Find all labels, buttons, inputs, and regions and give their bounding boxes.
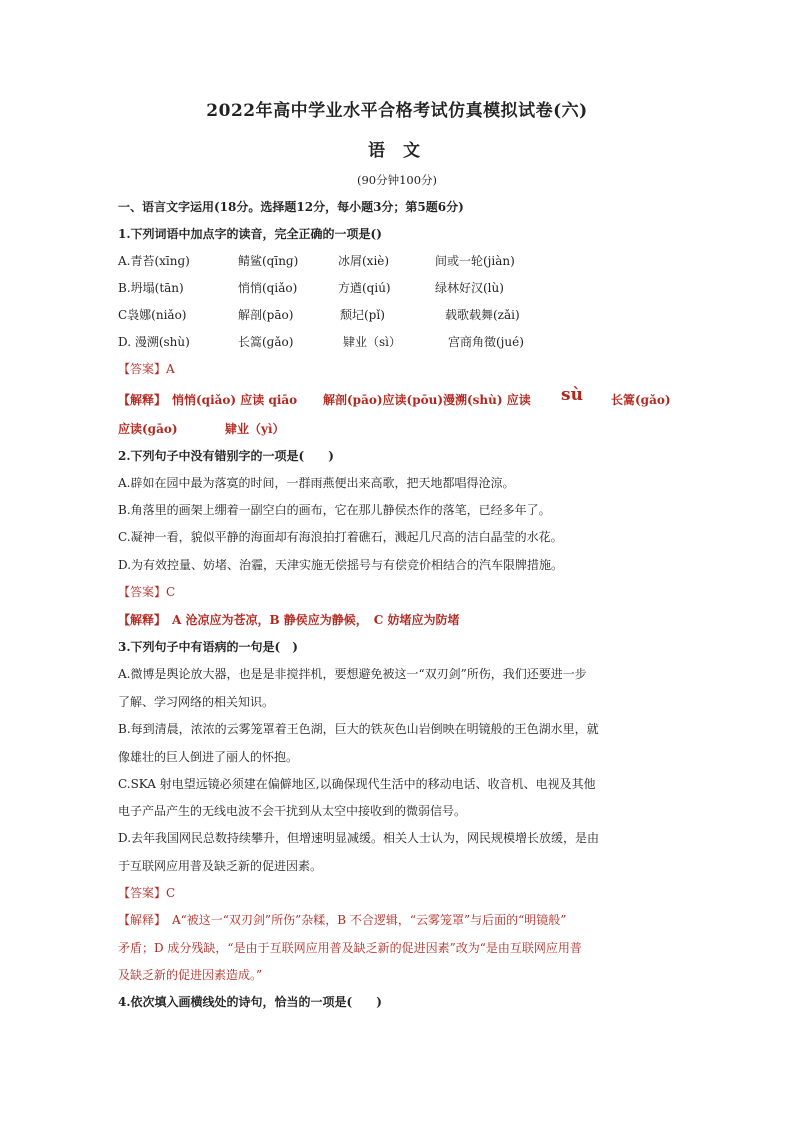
question-3-text-line: 电子产品产生的无线电波不会干扰到从太空中接收到的微弱信号。	[118, 804, 467, 818]
question-1-answer: 【答案】A	[118, 362, 175, 376]
question-3-stem: 3.下列句子中有语病的一句是( )	[118, 640, 298, 654]
question-2-option-a: A.辟如在园中最为落寞的时间，一群雨燕便出来高歌，把天地都唱得沧涼。	[118, 476, 515, 490]
question-3-text-line: 于互联网应用普及缺乏新的促进因素。	[118, 859, 323, 873]
question-3-text-line: B.每到清晨，浓浓的云雾笼罩着王色湖，巨大的铁灰色山岩倒映在明镜般的王色湖水里，就	[118, 722, 599, 736]
question-3-text-line: A.微博是舆论放大器，也是是非搅拌机，要想避免被这一“双刃剑”所伤，我们还要进一步	[118, 667, 587, 681]
question-3-text-line: 像雄壮的巨人倒进了丽人的怀抱。	[118, 750, 299, 764]
exam-duration: (90分钟100分)	[356, 173, 438, 187]
question-2-stem: 2.下列句子中没有错别字的一项是( )	[118, 449, 334, 463]
question-3-text-line: 了解、学习网络的相关知识。	[118, 695, 275, 709]
question-2-option-d: D.为有效控量、妨堵、治霾，天津实施无偿摇号与有偿竞价相结合的汽车限牌措施。	[118, 558, 564, 572]
question-2-option-c: C.凝神一看，貌似平静的海面却有海浪拍打着礁石，溅起几尺高的洁白晶莹的水花。	[118, 530, 563, 544]
question-2-option-b: B.角落里的画架上绷着一副空白的画布，它在那儿静侯杰作的落笔，已经多年了。	[118, 503, 551, 517]
question-3-text-line: D.去年我国网民总数持续攀升，但增速明显减缓。相关人士认为，网民规模增长放缓，是由	[118, 831, 600, 845]
question-4-stem: 4.依次填入画横线处的诗句，恰当的一项是( )	[118, 995, 382, 1009]
question-2-answer: 【答案】C	[118, 585, 176, 599]
section-heading: 一、语言文字运用(18分。选择题12分，每小题3分；第5题6分)	[118, 200, 464, 214]
question-3-answer: 【答案】C	[118, 886, 176, 900]
question-1-stem: 1.下列词语中加点字的读音，完全正确的一项是()	[118, 227, 382, 241]
exam-page: 2022年高中学业水平合格考试仿真模拟试卷(六) 语 文 (90分钟100分) 一、语言文字运用(18分。选择题12分，每小题3分；第5题6分) 1.下列词语中加点字的读音，完全正确的一项是() A.青苔(xīnɡ) 鲭鲨(qīnɡ) 冰屑(xiè) 间或一轮(jiàn) B.坍塌(tān) 悄悄(qiǎo) 方遒(qiú) 绿林好汉(lù) C袅娜(niǎo) 解剖(pāo) 颓圮(pǐ) 载歌载舞(zǎi) D. 漫溯(shù) 长篙(ɡǎo) 肄业（sì） 宫商角徵(jué) 【答案】A 【解释】 悄悄(qiǎo) 应读 qiāo 解剖(pāo)应读(pōu)漫溯(shù) 应读 sù 长篙(ɡǎo) 应读(ɡāo) 肄业（yì） 2.下列句子中没有错别字的一项是( ) A.辟如在园中最为落寞的时间，一群雨燕便出来高歌，把天地都唱得沧涼。 B.角落里的画架上绷着一副空白的画布，它在那儿静侯杰作的落笔，已经多年了。 C.凝神一看，貌似平静的海面却有海浪拍打着礁石，溅起几尺高的洁白晶莹的水花。 D.为有效控量、妨堵、治霾，天津实施无偿摇号与有偿竞价相结合的汽车限牌措施。 【答案】C 【解释】 A 沧凉应为苍凉，B 静侯应为静候， C 妨堵应为防堵 3.下列句子中有语病的一句是( ) A.微博是舆论放大器，也是是非搅拌机，要想避免被这一“双刃剑”所伤，我们还要进一步 了解、学习网络的相关知识。 B.每到清晨，浓浓的云雾笼罩着王色湖，巨大的铁灰色山岩倒映在明镜般的王色湖水里，就 像雄壮的巨人倒进了丽人的怀抱。 C.SKA 射电望远镜必须建在偏僻地区,以确保现代生活中的移动电话、收音机、电视及其他 电子产品产生的无线电波不会干扰到从太空中接收到的微弱信号。 D.去年我国网民总数持续攀升，但增速明显减缓。相关人士认为，网民规模增长放缓，是由 于互联网应用普及缺乏新的促进因素。 【答案】C 【解释】 A“被这一“双刃剑”所伤”杂糅，B 不合逻辑，“云雾笼罩”与后面的“明镜般” 矛盾；D 成分残缺，“是由于互联网应用普及缺乏新的促进因素”改为“是由互联网应用普 及缺乏新的促进因素造成。” 4.依次填入画横线处的诗句，恰当的一项是( )	[0, 0, 794, 1123]
question-3-text-line: C.SKA 射电望远镜必须建在偏僻地区,以确保现代生活中的移动电话、收音机、电视及其他	[118, 777, 596, 791]
exam-title: 2022年高中学业水平合格考试仿真模拟试卷(六)	[206, 101, 588, 121]
subject-title: 语 文	[368, 141, 426, 161]
